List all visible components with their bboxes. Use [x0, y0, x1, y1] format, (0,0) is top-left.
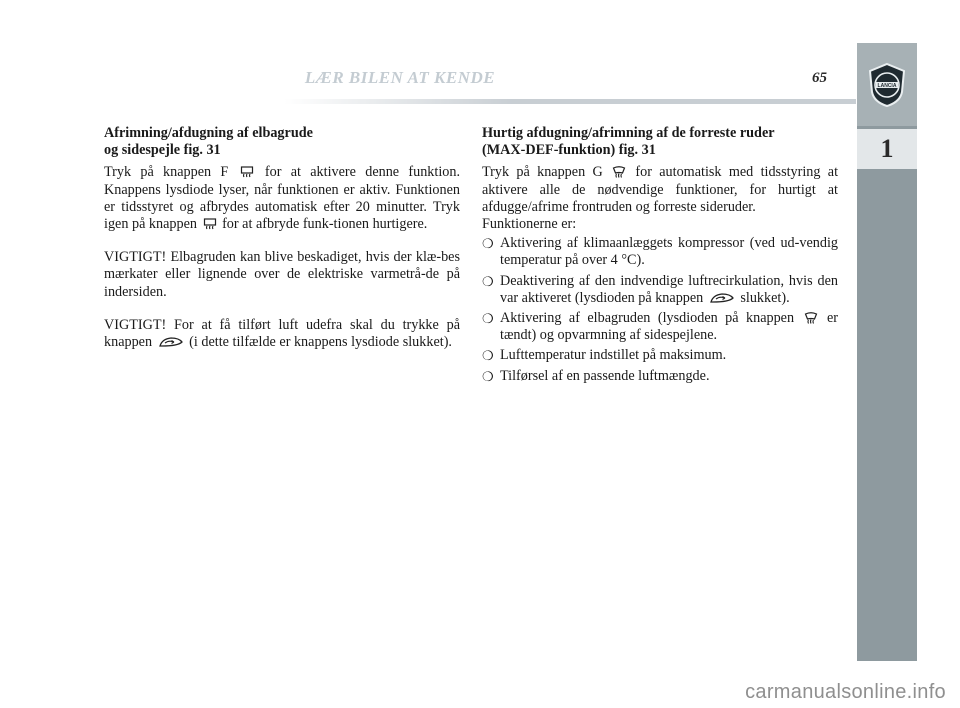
warning-paragraph: VIGTIGT! Elbagruden kan blive beskadiget, hvis der klæ-bes mærkater eller lignende over de elektriske varmetrå-de på indersiden. [104, 249, 460, 300]
watermark[interactable]: carmanualsonline.info [745, 681, 946, 703]
air-recirculation-icon [709, 291, 735, 305]
heading-line: (MAX-DEF-funktion) fig. 31 [482, 142, 656, 159]
text-run: Aktivering af elbagruden (lysdioden på knappen [500, 310, 795, 327]
heading-line: og sidespejle fig. 31 [104, 142, 221, 159]
text-run: Deaktivering af den indvendige luftrecirkulation, hvis den var aktiveret (lysdioden på knappen [500, 272, 838, 306]
bullet-icon: ❍ [482, 368, 494, 384]
text-run: Lufttemperatur indstillet på maksimum. [500, 347, 727, 364]
section-heading [104, 125, 460, 159]
list-item [482, 235, 838, 269]
warning-paragraph [104, 317, 460, 351]
text-run: for at aktivere denne funktion. Knappens lysdiode lyser, når funktionen er aktiv. Funktionen er tidsstyret og afbrydes automatisk efter 20 minutter. Tryk igen på knappen [104, 164, 461, 233]
left-column [104, 125, 460, 351]
bullet-icon: ❍ [482, 348, 494, 364]
front-windscreen-defrost-icon [804, 311, 818, 325]
rear-window-defrost-icon [240, 165, 254, 179]
page-number: 65 [812, 70, 827, 86]
heading-line: Afrimning/afdugning af elbagrude [104, 125, 313, 141]
lancia-logo [857, 43, 917, 126]
list-item [482, 347, 838, 364]
list-item [482, 368, 838, 385]
bullet-icon: ❍ [482, 311, 494, 327]
air-recirculation-icon [158, 335, 184, 349]
list-item [482, 310, 838, 344]
text-run: Tryk på knappen F [104, 164, 229, 181]
text-run: for at afbryde funk-tionen hurtigere. [222, 216, 428, 233]
bullet-icon: ❍ [482, 273, 494, 289]
paragraph [482, 164, 838, 216]
header-rule [284, 99, 856, 104]
text-run: VIGTIGT! For at få tilført luft udefra skal du trykke på knappen [104, 316, 460, 351]
section-heading [482, 125, 838, 159]
lancia-logo-icon [867, 62, 907, 108]
text-run: er tændt) og opvarmning af sidespejlene. [500, 310, 839, 344]
paragraph: Funktionerne er: [482, 216, 577, 233]
text-run: for automatisk med tidsstyring at aktivere alle de nødvendige funktioner, for hurtigt at afdugge/afrime frontruden og forreste sideruder. [482, 164, 839, 215]
heading-line: Hurtig afdugning/afrimning af de forreste ruder [482, 125, 775, 141]
logo-text: LANCIA [877, 82, 897, 89]
header-title: LÆR BILEN AT KENDE [304, 68, 496, 87]
front-windscreen-defrost-icon [612, 165, 626, 179]
function-list [482, 235, 838, 385]
right-column [482, 125, 838, 388]
list-item [482, 273, 838, 307]
text-run: Tryk på knappen G [482, 164, 603, 181]
text-run: (i dette tilfælde er knappens lysdiode slukket). [189, 334, 452, 351]
paragraph [104, 164, 460, 233]
text-run: Tilførsel af en passende luftmængde. [500, 367, 710, 384]
text-run: Aktivering af klimaanlæggets kompressor (ved ud-vendig temperatur på over 4 °C). [500, 235, 838, 269]
bullet-icon: ❍ [482, 236, 494, 252]
rear-window-defrost-icon [203, 217, 217, 231]
chapter-number: 1 [857, 129, 917, 169]
text-run: slukket). [740, 289, 790, 306]
